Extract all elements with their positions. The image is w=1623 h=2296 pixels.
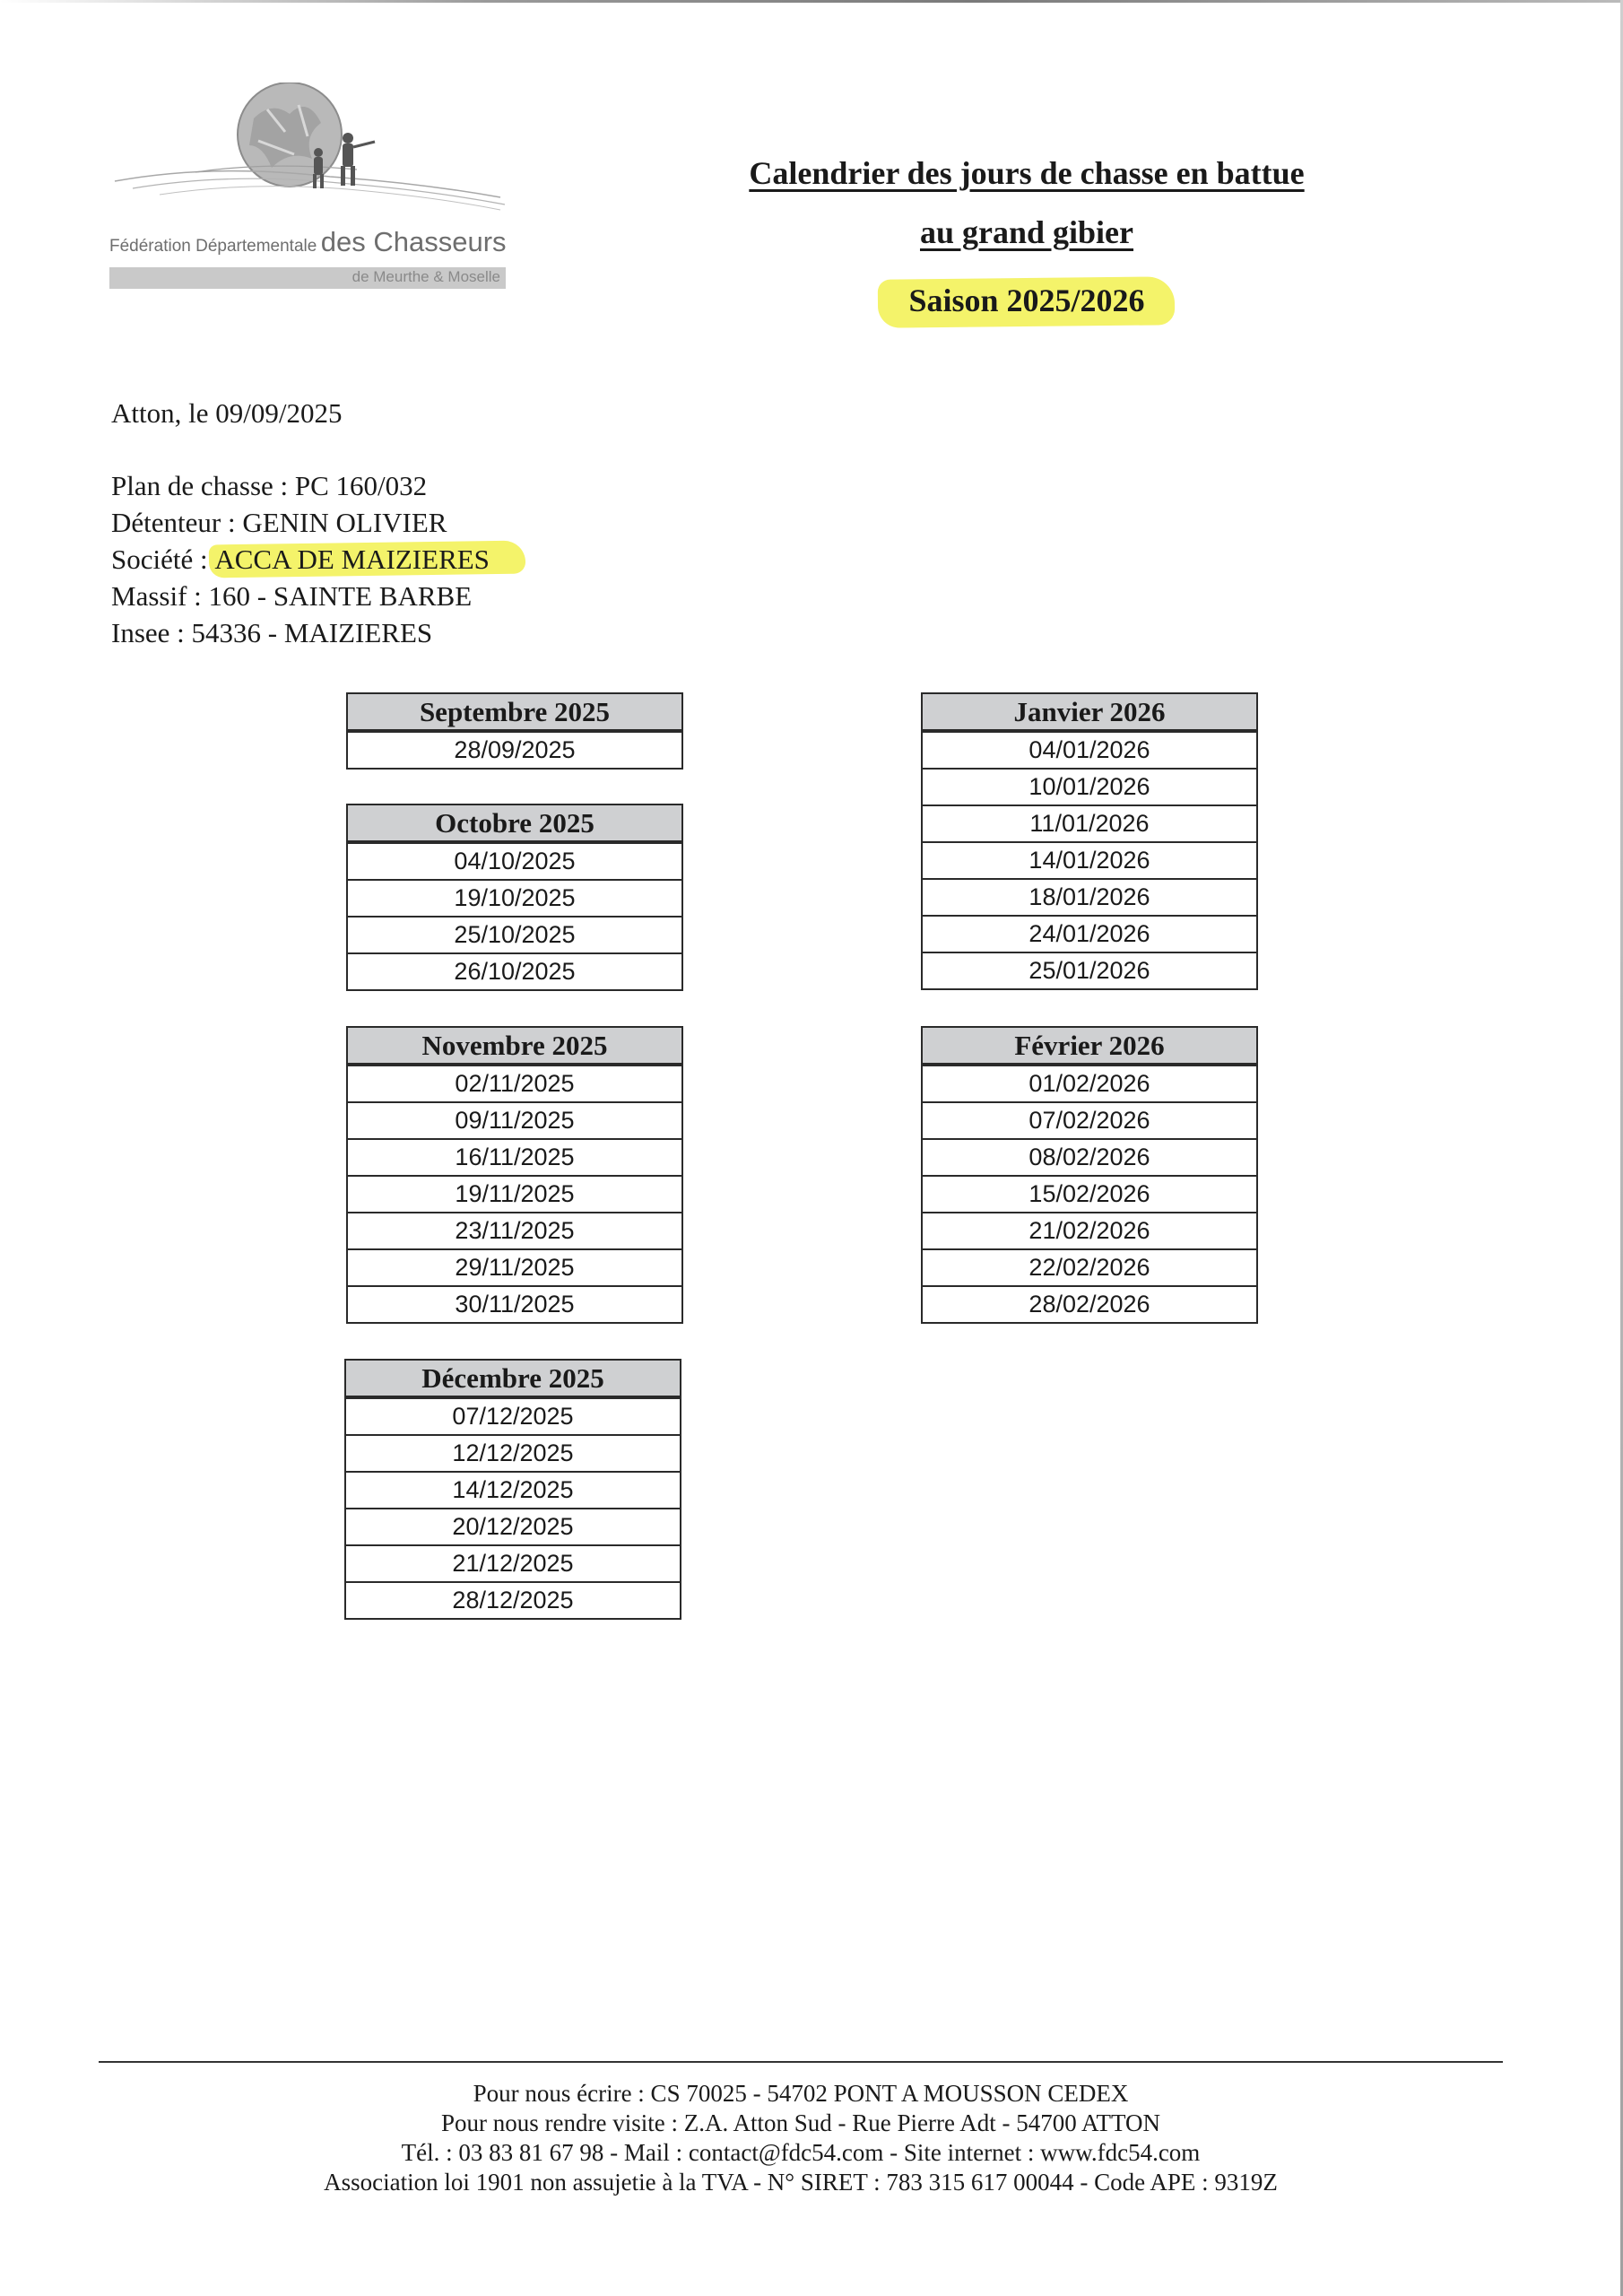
document-title — [699, 144, 1354, 326]
hunting-plan: Plan de chasse : PC 160/032 — [111, 470, 428, 501]
holder: Détenteur : GENIN OLIVIER — [111, 507, 447, 538]
title-line-2: au grand gibier — [919, 214, 1134, 250]
date-cell: 14/01/2026 — [923, 841, 1256, 878]
date-cell: 29/11/2025 — [348, 1248, 681, 1285]
date-cell: 24/01/2026 — [923, 915, 1256, 952]
date-cell: 28/09/2025 — [348, 731, 681, 768]
title-line-1: Calendrier des jours de chasse en battue — [749, 155, 1305, 191]
month-title: Novembre 2025 — [348, 1028, 681, 1065]
massif: Massif : 160 - SAINTE BARBE — [111, 580, 473, 612]
date-cell: 16/11/2025 — [348, 1138, 681, 1175]
date-cell: 19/11/2025 — [348, 1175, 681, 1212]
scan-edge-top — [0, 0, 1623, 3]
footer-contact: Tél. : 03 83 81 67 98 - Mail : contact@fdc54.com - Site internet : www.fdc54.com — [401, 2139, 1201, 2166]
date-cell: 01/02/2026 — [923, 1065, 1256, 1101]
society — [111, 541, 525, 578]
month-title: Septembre 2025 — [348, 694, 681, 731]
date-cell: 25/10/2025 — [348, 916, 681, 952]
date-cell: 26/10/2025 — [348, 952, 681, 989]
date-cell: 12/12/2025 — [346, 1434, 680, 1471]
month-title: Octobre 2025 — [348, 805, 681, 842]
federation-logo — [106, 83, 518, 293]
date-cell: 18/01/2026 — [923, 878, 1256, 915]
logo-wordmark — [109, 226, 507, 258]
hunters-emblem-icon — [106, 83, 518, 217]
month-title: Février 2026 — [923, 1028, 1256, 1065]
month-title: Décembre 2025 — [346, 1361, 680, 1397]
footer-visit-address: Pour nous rendre visite : Z.A. Atton Sud - Rue Pierre Adt - 54700 ATTON — [441, 2109, 1160, 2136]
logo-subtitle: de Meurthe & Moselle — [352, 268, 500, 285]
date-cell: 14/12/2025 — [346, 1471, 680, 1508]
date-cell: 19/10/2025 — [348, 879, 681, 916]
insee: Insee : 54336 - MAIZIERES — [111, 617, 433, 648]
footer — [99, 2079, 1503, 2197]
date-cell: 22/02/2026 — [923, 1248, 1256, 1285]
month-table-january — [921, 692, 1258, 990]
date-cell: 15/02/2026 — [923, 1175, 1256, 1212]
date-cell: 30/11/2025 — [348, 1285, 681, 1322]
date-cell: 21/02/2026 — [923, 1212, 1256, 1248]
date-cell: 08/02/2026 — [923, 1138, 1256, 1175]
date-cell: 21/12/2025 — [346, 1544, 680, 1581]
date-cell: 04/01/2026 — [923, 731, 1256, 768]
date-cell: 28/12/2025 — [346, 1581, 680, 1618]
date-cell: 20/12/2025 — [346, 1508, 680, 1544]
date-cell: 04/10/2025 — [348, 842, 681, 879]
header-info — [111, 395, 525, 651]
logo-text-small: Fédération Départementale — [109, 237, 317, 256]
society-value: ACCA DE MAIZIERES — [209, 541, 525, 578]
logo-band — [109, 267, 506, 289]
date-cell: 09/11/2025 — [348, 1101, 681, 1138]
date-cell: 10/01/2026 — [923, 768, 1256, 804]
date-cell: 25/01/2026 — [923, 952, 1256, 988]
place-date: Atton, le 09/09/2025 — [111, 397, 343, 429]
date-cell: 07/02/2026 — [923, 1101, 1256, 1138]
season-label: Saison 2025/2026 — [878, 276, 1175, 326]
month-table-september — [346, 692, 683, 770]
month-table-october — [346, 804, 683, 991]
footer-mail-address: Pour nous écrire : CS 70025 - 54702 PONT A MOUSSON CEDEX — [473, 2080, 1129, 2107]
date-cell: 28/02/2026 — [923, 1285, 1256, 1322]
footer-divider — [99, 2061, 1503, 2063]
logo-text-big: des Chasseurs — [320, 226, 507, 257]
date-cell: 02/11/2025 — [348, 1065, 681, 1101]
date-cell: 11/01/2026 — [923, 804, 1256, 841]
footer-legal: Association loi 1901 non assujetie à la TVA - N° SIRET : 783 315 617 00044 - Code APE : 9319Z — [324, 2169, 1278, 2196]
month-table-december — [344, 1359, 681, 1620]
society-label: Société : — [111, 544, 215, 575]
date-cell: 23/11/2025 — [348, 1212, 681, 1248]
date-cell: 07/12/2025 — [346, 1397, 680, 1434]
month-table-november — [346, 1026, 683, 1324]
month-title: Janvier 2026 — [923, 694, 1256, 731]
month-table-february — [921, 1026, 1258, 1324]
